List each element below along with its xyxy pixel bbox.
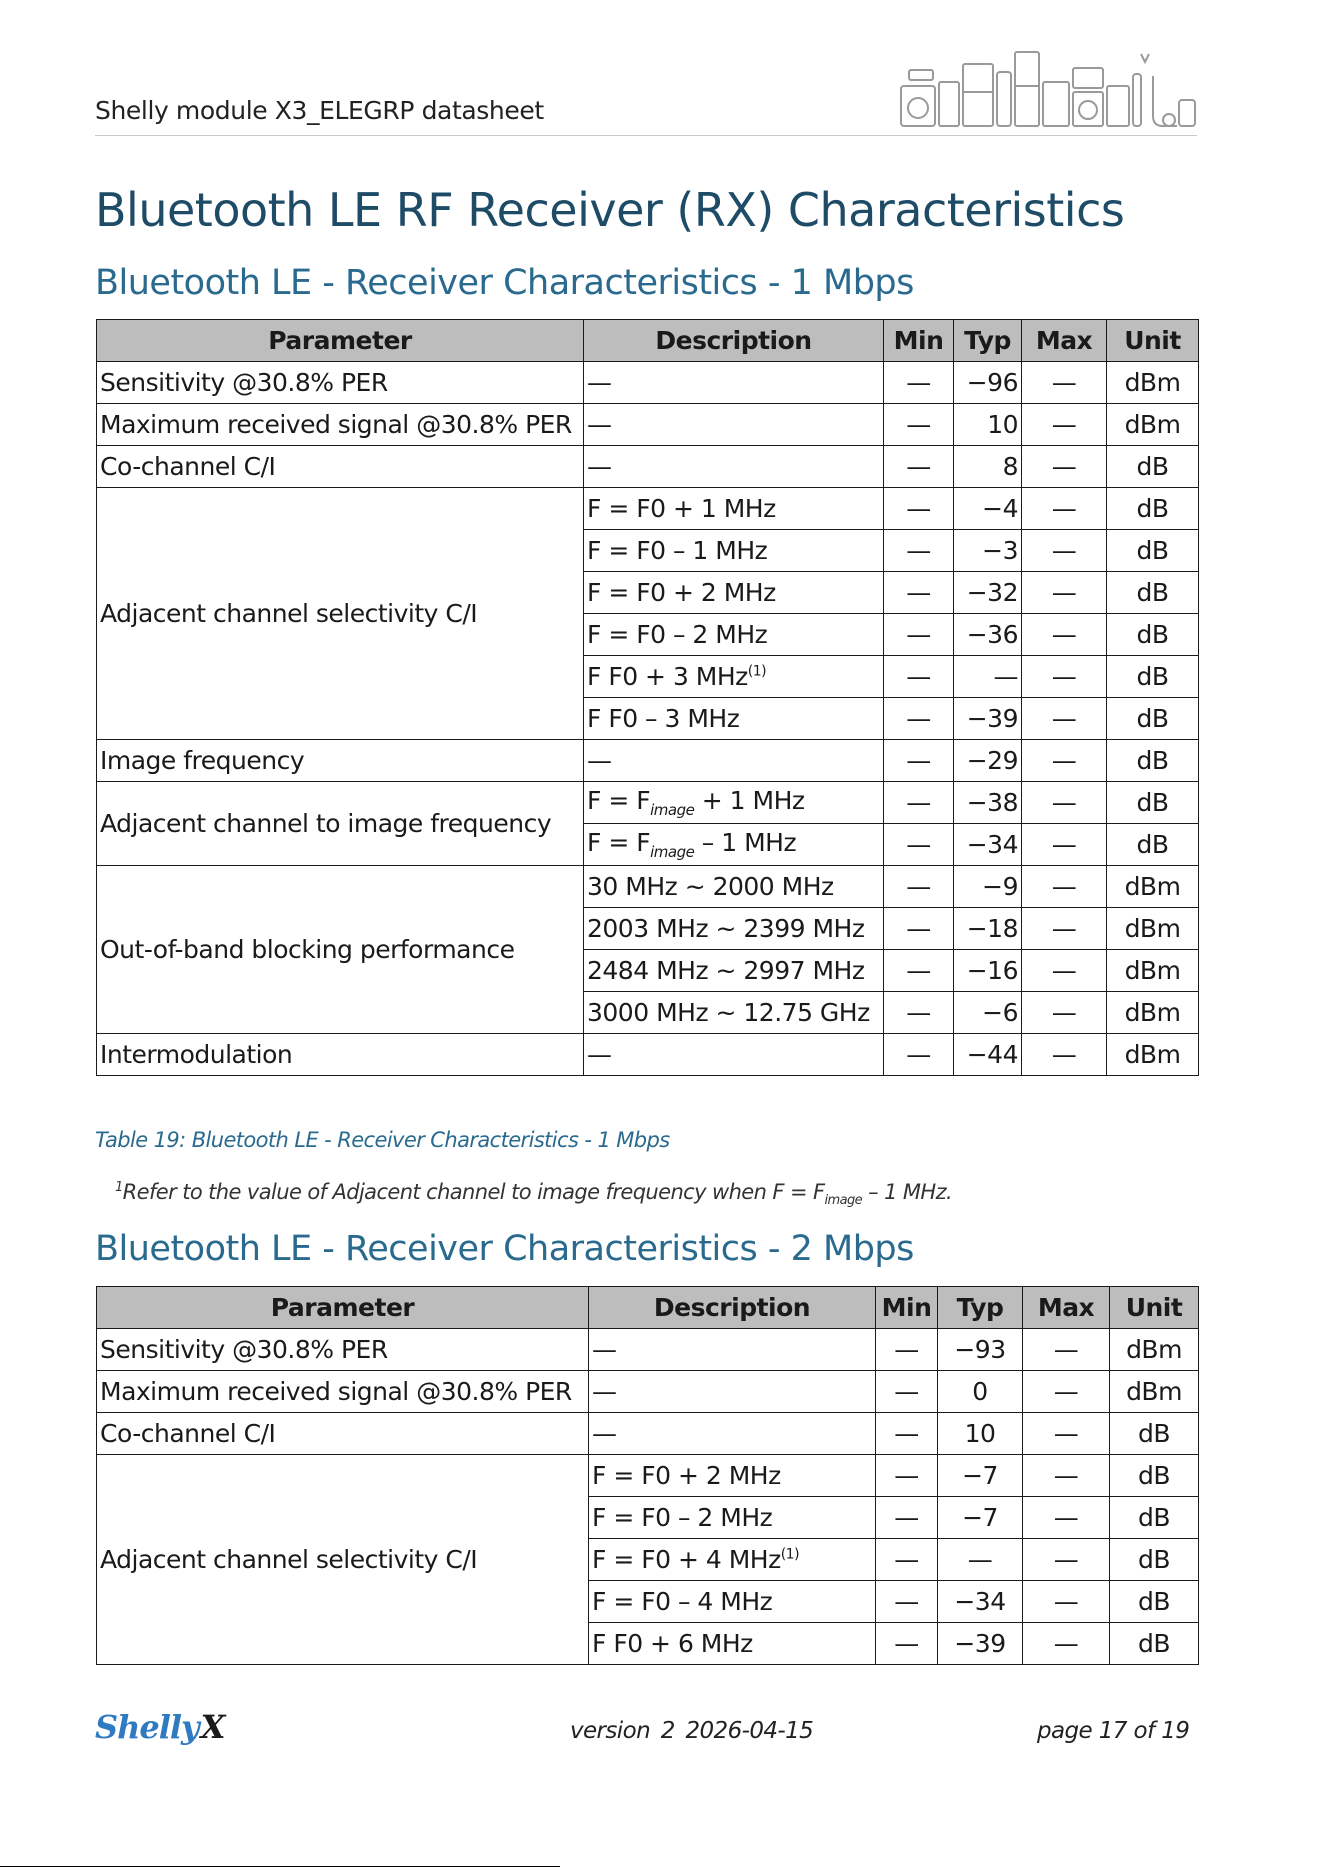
table-row [97, 1329, 1199, 1371]
unit-cell: dBm [1110, 1371, 1199, 1413]
typ-cell: 0 [938, 1371, 1023, 1413]
min-cell: — [876, 1623, 938, 1665]
column-header: Max [1022, 320, 1107, 362]
typ-cell: −4 [954, 488, 1022, 530]
typ-cell: −34 [938, 1581, 1023, 1623]
description-cell: — [589, 1413, 876, 1455]
unit-cell: dB [1107, 656, 1199, 698]
unit-cell: dBm [1107, 1034, 1199, 1076]
column-header: Max [1023, 1287, 1110, 1329]
bottom-divider [0, 1866, 560, 1867]
min-cell: — [884, 824, 954, 866]
min-cell: — [884, 992, 954, 1034]
subscript: image [650, 843, 695, 861]
min-cell: — [884, 698, 954, 740]
table-row [97, 1371, 1199, 1413]
table-row [97, 362, 1199, 404]
typ-cell: −44 [954, 1034, 1022, 1076]
min-cell: — [884, 446, 954, 488]
min-cell: — [884, 950, 954, 992]
home-appliances-icon [897, 46, 1197, 128]
parameter-cell: Co-channel C/I [97, 446, 584, 488]
parameter-cell: Maximum received signal @30.8% PER [97, 1371, 589, 1413]
table-row [97, 1455, 1199, 1497]
table-row [97, 782, 1199, 824]
max-cell: — [1022, 404, 1107, 446]
min-cell: — [884, 656, 954, 698]
column-header: Parameter [97, 1287, 589, 1329]
description-cell: 2003 MHz ~ 2399 MHz [584, 908, 884, 950]
unit-cell: dB [1110, 1413, 1199, 1455]
max-cell: — [1022, 698, 1107, 740]
logo-mark: X [200, 1708, 225, 1746]
parameter-cell: Sensitivity @30.8% PER [97, 1329, 589, 1371]
unit-cell: dB [1110, 1581, 1199, 1623]
column-header: Min [884, 320, 954, 362]
column-header: Description [589, 1287, 876, 1329]
column-header: Typ [938, 1287, 1023, 1329]
max-cell: — [1022, 782, 1107, 824]
unit-cell: dBm [1110, 1329, 1199, 1371]
description-cell: F F0 + 6 MHz [589, 1623, 876, 1665]
unit-cell: dB [1107, 572, 1199, 614]
description-text: F = F [587, 786, 651, 815]
min-cell: — [884, 362, 954, 404]
max-cell: — [1022, 824, 1107, 866]
footnote-mark: 1 [115, 1180, 123, 1195]
min-cell: — [876, 1581, 938, 1623]
document-version: version 2 2026-04-15 [570, 1718, 814, 1744]
min-cell: — [876, 1413, 938, 1455]
min-cell: — [876, 1455, 938, 1497]
max-cell: — [1023, 1623, 1110, 1665]
unit-cell: dBm [1107, 950, 1199, 992]
max-cell: — [1022, 908, 1107, 950]
max-cell: — [1022, 656, 1107, 698]
typ-cell: −34 [954, 824, 1022, 866]
min-cell: — [884, 614, 954, 656]
typ-cell: −18 [954, 908, 1022, 950]
min-cell: — [884, 908, 954, 950]
page-header [95, 40, 1197, 136]
typ-cell: −29 [954, 740, 1022, 782]
description-cell: F = F0 + 2 MHz [584, 572, 884, 614]
typ-cell: — [938, 1539, 1023, 1581]
typ-cell: −7 [938, 1497, 1023, 1539]
unit-cell: dBm [1107, 908, 1199, 950]
table-row [97, 446, 1199, 488]
rx-characteristics-1mbps-table [96, 319, 1199, 1076]
min-cell: — [876, 1539, 938, 1581]
typ-cell: −96 [954, 362, 1022, 404]
description-cell: F = F0 – 4 MHz [589, 1581, 876, 1623]
typ-cell: −9 [954, 866, 1022, 908]
parameter-cell: Adjacent channel to image frequency [97, 782, 584, 866]
max-cell: — [1023, 1371, 1110, 1413]
unit-cell: dB [1107, 698, 1199, 740]
footnote-reference: (1) [747, 663, 767, 680]
min-cell: — [884, 740, 954, 782]
parameter-cell: Out-of-band blocking performance [97, 866, 584, 1034]
subscript: image [650, 801, 695, 819]
typ-cell: 10 [954, 404, 1022, 446]
description-cell: — [589, 1371, 876, 1413]
max-cell: — [1022, 488, 1107, 530]
parameter-cell: Adjacent channel selectivity C/I [97, 1455, 589, 1665]
page-heading: Bluetooth LE RF Receiver (RX) Characteristics [95, 183, 1125, 237]
description-cell [584, 782, 884, 824]
min-cell: — [876, 1329, 938, 1371]
description-cell: 3000 MHz ~ 12.75 GHz [584, 992, 884, 1034]
min-cell: — [884, 404, 954, 446]
max-cell: — [1022, 362, 1107, 404]
description-text: F = F [587, 828, 651, 857]
unit-cell: dBm [1107, 404, 1199, 446]
typ-cell: −93 [938, 1329, 1023, 1371]
description-cell: — [584, 740, 884, 782]
document-title: Shelly module X3_ELEGRP datasheet [95, 96, 544, 125]
table-row [97, 488, 1199, 530]
description-cell: 30 MHz ~ 2000 MHz [584, 866, 884, 908]
typ-cell: −16 [954, 950, 1022, 992]
description-cell [584, 824, 884, 866]
table-row [97, 1034, 1199, 1076]
column-header: Unit [1107, 320, 1199, 362]
description-text: – 1 MHz [694, 828, 797, 857]
column-header: Parameter [97, 320, 584, 362]
typ-cell: 10 [938, 1413, 1023, 1455]
table-row [97, 740, 1199, 782]
typ-cell: −39 [938, 1623, 1023, 1665]
min-cell: — [884, 1034, 954, 1076]
min-cell: — [884, 782, 954, 824]
unit-cell: dB [1107, 740, 1199, 782]
description-cell: F = F0 + 1 MHz [584, 488, 884, 530]
table-caption: Table 19: Bluetooth LE - Receiver Characteristics - 1 Mbps [95, 1128, 670, 1152]
table-header-row [97, 320, 1199, 362]
min-cell: — [884, 488, 954, 530]
column-header: Typ [954, 320, 1022, 362]
table-row [97, 404, 1199, 446]
description-text: F = F0 + 4 MHz [592, 1545, 781, 1574]
typ-cell: −6 [954, 992, 1022, 1034]
parameter-cell: Adjacent channel selectivity C/I [97, 488, 584, 740]
max-cell: — [1023, 1539, 1110, 1581]
section-heading-1mbps: Bluetooth LE - Receiver Characteristics - 1 Mbps [95, 263, 914, 303]
column-header: Unit [1110, 1287, 1199, 1329]
table-footnote [115, 1180, 952, 1208]
description-cell: F = F0 – 2 MHz [584, 614, 884, 656]
max-cell: — [1022, 992, 1107, 1034]
max-cell: — [1023, 1497, 1110, 1539]
unit-cell: dB [1107, 824, 1199, 866]
typ-cell: −39 [954, 698, 1022, 740]
unit-cell: dB [1107, 488, 1199, 530]
min-cell: — [884, 572, 954, 614]
column-header: Description [584, 320, 884, 362]
unit-cell: dB [1107, 614, 1199, 656]
description-text: F F0 + 3 MHz [587, 662, 748, 691]
parameter-cell: Sensitivity @30.8% PER [97, 362, 584, 404]
max-cell: — [1023, 1455, 1110, 1497]
table-header-row [97, 1287, 1199, 1329]
max-cell: — [1022, 446, 1107, 488]
table-row [97, 866, 1199, 908]
typ-cell: — [954, 656, 1022, 698]
max-cell: — [1022, 950, 1107, 992]
unit-cell: dB [1107, 446, 1199, 488]
footnote-subscript: image [824, 1193, 863, 1209]
typ-cell: 8 [954, 446, 1022, 488]
max-cell: — [1023, 1413, 1110, 1455]
description-cell [584, 656, 884, 698]
typ-cell: −36 [954, 614, 1022, 656]
min-cell: — [876, 1371, 938, 1413]
rx-characteristics-2mbps-table [96, 1286, 1199, 1665]
max-cell: — [1022, 614, 1107, 656]
description-cell [589, 1539, 876, 1581]
description-cell: F = F0 + 2 MHz [589, 1455, 876, 1497]
description-cell: — [584, 404, 884, 446]
description-cell: — [584, 1034, 884, 1076]
max-cell: — [1022, 572, 1107, 614]
column-header: Min [876, 1287, 938, 1329]
unit-cell: dB [1110, 1623, 1199, 1665]
max-cell: — [1022, 530, 1107, 572]
unit-cell: dBm [1107, 866, 1199, 908]
unit-cell: dB [1110, 1497, 1199, 1539]
typ-cell: −7 [938, 1455, 1023, 1497]
min-cell: — [876, 1497, 938, 1539]
description-cell: — [589, 1329, 876, 1371]
footnote-text: Refer to the value of Adjacent channel to image frequency when F = F [122, 1180, 825, 1204]
parameter-cell: Image frequency [97, 740, 584, 782]
unit-cell: dB [1107, 530, 1199, 572]
max-cell: — [1023, 1329, 1110, 1371]
unit-cell: dB [1107, 782, 1199, 824]
max-cell: — [1022, 740, 1107, 782]
parameter-cell: Maximum received signal @30.8% PER [97, 404, 584, 446]
parameter-cell: Co-channel C/I [97, 1413, 589, 1455]
max-cell: — [1023, 1581, 1110, 1623]
description-cell: — [584, 446, 884, 488]
parameter-cell: Intermodulation [97, 1034, 584, 1076]
min-cell: — [884, 866, 954, 908]
description-cell: — [584, 362, 884, 404]
shelly-logo [95, 1708, 224, 1746]
max-cell: — [1022, 866, 1107, 908]
unit-cell: dBm [1107, 992, 1199, 1034]
description-cell: 2484 MHz ~ 2997 MHz [584, 950, 884, 992]
min-cell: — [884, 530, 954, 572]
typ-cell: −38 [954, 782, 1022, 824]
unit-cell: dB [1110, 1455, 1199, 1497]
footnote-reference: (1) [780, 1546, 800, 1563]
section-heading-2mbps: Bluetooth LE - Receiver Characteristics - 2 Mbps [95, 1229, 914, 1269]
description-text: + 1 MHz [694, 786, 805, 815]
description-cell: F = F0 – 1 MHz [584, 530, 884, 572]
page-number: page 17 of 19 [1037, 1718, 1190, 1744]
unit-cell: dB [1110, 1539, 1199, 1581]
max-cell: — [1022, 1034, 1107, 1076]
typ-cell: −3 [954, 530, 1022, 572]
footnote-text: – 1 MHz. [862, 1180, 953, 1204]
unit-cell: dBm [1107, 362, 1199, 404]
logo-wordmark: Shelly [95, 1708, 199, 1746]
typ-cell: −32 [954, 572, 1022, 614]
description-cell: F F0 – 3 MHz [584, 698, 884, 740]
description-cell: F = F0 – 2 MHz [589, 1497, 876, 1539]
table-row [97, 1413, 1199, 1455]
